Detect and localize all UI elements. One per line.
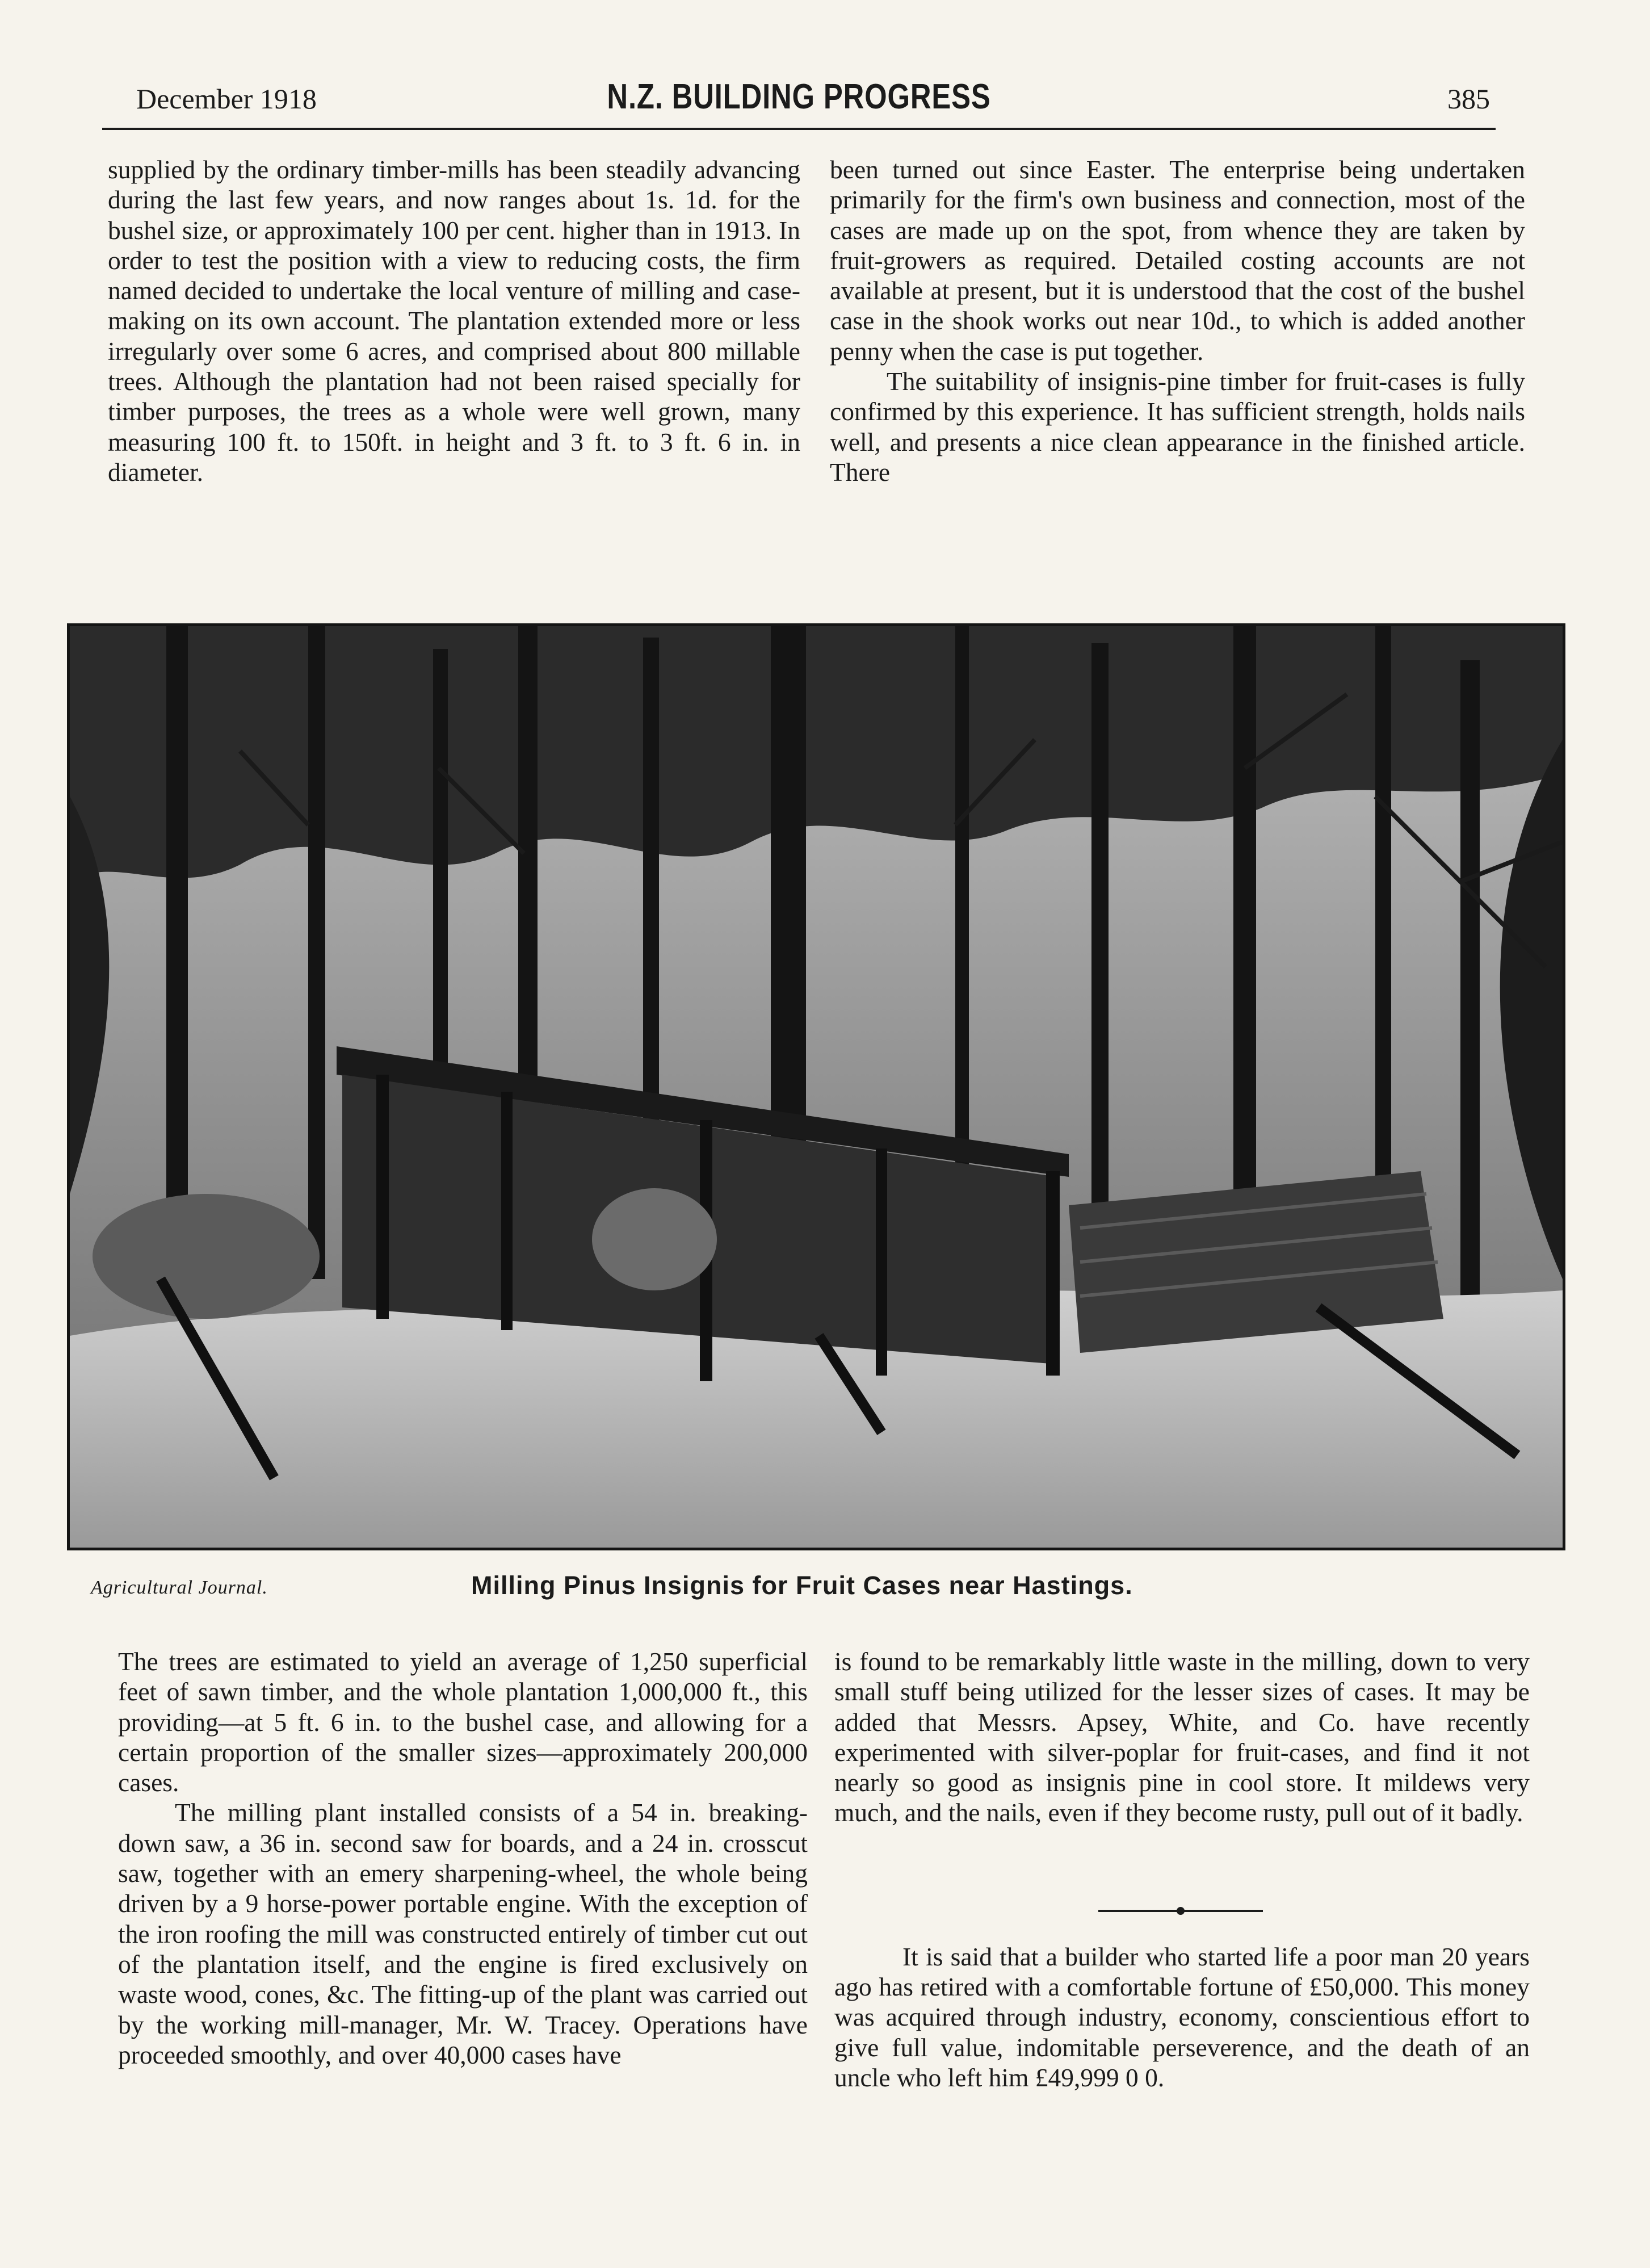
paragraph: It is said that a builder who started life a poor man 20 years ago has retired with a comfortable fortune of £50,000. This money was acquired through industry, economy, conscientious effort to give full value, indomitable perseverence, and the death of an uncle who left him £49,999 0 0. <box>834 1942 1530 2092</box>
issue-date: December 1918 <box>136 83 317 115</box>
forest-sawmill-image <box>70 626 1563 1548</box>
paragraph: The milling plant installed consists of a 54 in. breaking-down saw, a 36 in. second saw for boards, and a 24 in. crosscut saw, together with an emery sharpening-wheel, the whole being driven by a 9 horse-power portable engine. With the exception of the iron roofing the mill was constructed entirely of timber cut out of the plantation itself, and the engine is fired exclusively on waste wood, cones, &c. The fitting-up of the plant was carried out by the working mill-manager, Mr. W. Tracey. Operations have proceeded smoothly, and over 40,000 cases have <box>118 1798 808 2069</box>
paragraph: is found to be remarkably little waste in the milling, down to very small stuff being utilized for the lesser sizes of cases. It may be added that Messrs. Apsey, White, and Co. have recently experimented with silver-poplar for fruit-cases, and find it not nearly so good as insignis pine in cool store. It mildews very much, and the nails, even if they become rusty, pull out of it badly. <box>834 1647 1530 1827</box>
paragraph: been turned out since Easter. The enterprise being undertaken primarily for the firm's own business and connection, most of the cases are made up on the spot, from whence they are taken by fruit-growers as required. Detailed costing accounts are not available at present, but it is understood that the cost of the bushel case in the shook works out near 10d., to which is added another penny when the case is put together. <box>830 155 1525 366</box>
mill-photograph <box>67 623 1565 1550</box>
page-header <box>102 77 1496 130</box>
section-spacer <box>834 1828 1530 1942</box>
article-column-bottom-right <box>834 1646 1530 2093</box>
photo-credit: Agricultural Journal. <box>91 1577 268 1598</box>
paragraph: The trees are estimated to yield an average of 1,250 superficial feet of sawn timber, and the whole plantation 1,000,000 ft., this providing—at 5 ft. 6 in. to the bushel case, and allowing for a certain proportion of the smaller sizes—approximately 200,000 cases. <box>118 1647 808 1797</box>
paragraph: supplied by the ordinary timber-mills has been steadily advancing during the last few years, and now ranges about 1s. 1d. for the bushel size, or approximately 100 per cent. higher than in 1913. In order to test the position with a view to reducing costs, the firm named decided to undertake the local venture of milling and case-making on its own account. The plantation extended more or less irregularly over some 6 acres, and comprised about 800 millable trees. Although the plantation had not been raised specially for timber purposes, the trees as a whole were well grown, many measuring 100 ft. to 150ft. in height and 3 ft. to 3 ft. 6 in. in diameter. <box>108 155 800 487</box>
page-number: 385 <box>1447 83 1490 115</box>
photo-caption: Milling Pinus Insignis for Fruit Cases near Hastings. <box>471 1571 1133 1600</box>
article-column-top-right <box>830 154 1525 487</box>
masthead-title: N.Z. BUILDING PROGRESS <box>607 77 991 116</box>
article-column-bottom-left <box>118 1646 808 2070</box>
divider-ornament <box>1177 1907 1185 1915</box>
paragraph: The suitability of insignis-pine timber for fruit-cases is fully confirmed by this experience. It has sufficient strength, holds nails well, and presents a nice clean appearance in the finished article. There <box>830 367 1525 487</box>
article-column-top-left <box>108 154 800 487</box>
